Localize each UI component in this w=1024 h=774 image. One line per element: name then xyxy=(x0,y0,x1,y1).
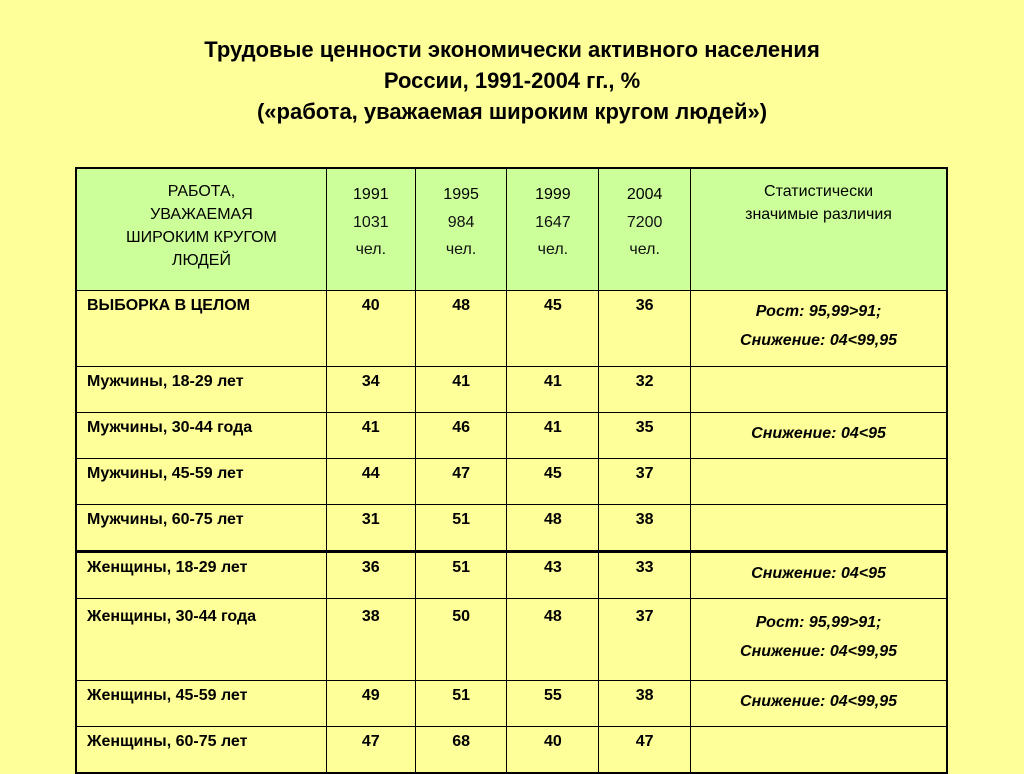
value-cell: 38 xyxy=(599,681,691,727)
header-label-line: ЛЮДЕЙ xyxy=(171,252,231,269)
header-stat-cell xyxy=(691,168,947,291)
table-row xyxy=(76,291,947,367)
slide-title xyxy=(0,34,1024,127)
stat-line: Снижение: 04<99,95 xyxy=(740,693,897,710)
row-label: Мужчины, 30-44 года xyxy=(76,413,326,459)
value-cell: 37 xyxy=(599,459,691,505)
value-cell: 51 xyxy=(415,552,507,599)
header-sample-size: 7200 xyxy=(626,214,663,231)
table-row xyxy=(76,413,947,459)
value-cell: 48 xyxy=(507,599,599,681)
table-row xyxy=(76,599,947,681)
header-sample-size: 1031 xyxy=(353,214,389,231)
stat-cell xyxy=(691,291,947,367)
stat-cell xyxy=(691,505,947,552)
table-row xyxy=(76,681,947,727)
stat-line: Снижение: 04<95 xyxy=(751,425,886,442)
title-line-1: Трудовые ценности экономически активного населения xyxy=(204,37,820,62)
row-label: Женщины, 30-44 года xyxy=(76,599,326,681)
value-cell: 41 xyxy=(415,367,507,413)
header-year: 1999 xyxy=(535,186,571,203)
value-cell: 47 xyxy=(415,459,507,505)
header-year: 2004 xyxy=(626,186,663,203)
header-sample-unit: чел. xyxy=(355,241,387,258)
header-year: 1995 xyxy=(443,186,479,203)
value-cell: 41 xyxy=(507,413,599,459)
value-cell: 49 xyxy=(326,681,415,727)
header-year: 1991 xyxy=(353,186,389,203)
row-label: Женщины, 18-29 лет xyxy=(76,552,326,599)
stat-line: Рост: 95,99>91; xyxy=(755,614,882,631)
stat-cell xyxy=(691,552,947,599)
value-cell: 45 xyxy=(507,291,599,367)
stat-line: Рост: 95,99>91; xyxy=(755,303,882,320)
header-label-line: УВАЖАЕМАЯ xyxy=(150,206,253,223)
header-label-line: РАБОТА, xyxy=(167,183,236,200)
value-cell: 41 xyxy=(507,367,599,413)
row-label: Женщины, 60-75 лет xyxy=(76,727,326,774)
value-cell: 38 xyxy=(599,505,691,552)
value-cell: 44 xyxy=(326,459,415,505)
value-cell: 55 xyxy=(507,681,599,727)
stat-line: Снижение: 04<95 xyxy=(751,565,886,582)
stat-cell xyxy=(691,681,947,727)
stat-cell xyxy=(691,367,947,413)
value-cell: 51 xyxy=(415,505,507,552)
stat-cell xyxy=(691,459,947,505)
stat-cell xyxy=(691,413,947,459)
header-sample-unit: чел. xyxy=(629,241,660,258)
table-row xyxy=(76,367,947,413)
header-stat-line: Статистически xyxy=(764,183,873,200)
header-sample-unit: чел. xyxy=(537,241,569,258)
header-year-cell xyxy=(507,168,599,291)
header-year-cell xyxy=(415,168,507,291)
table-body xyxy=(76,291,947,774)
table-row xyxy=(76,727,947,774)
value-cell: 50 xyxy=(415,599,507,681)
header-label-cell xyxy=(76,168,326,291)
stat-line: Снижение: 04<99,95 xyxy=(740,332,897,349)
table-row xyxy=(76,552,947,599)
row-label: ВЫБОРКА В ЦЕЛОМ xyxy=(76,291,326,367)
header-year-cell xyxy=(599,168,691,291)
header-sample-unit: чел. xyxy=(445,241,477,258)
stat-cell xyxy=(691,727,947,774)
value-cell: 38 xyxy=(326,599,415,681)
value-cell: 34 xyxy=(326,367,415,413)
table-row xyxy=(76,505,947,552)
row-label: Мужчины, 45-59 лет xyxy=(76,459,326,505)
value-cell: 35 xyxy=(599,413,691,459)
row-label: Женщины, 45-59 лет xyxy=(76,681,326,727)
value-cell: 68 xyxy=(415,727,507,774)
value-cell: 31 xyxy=(326,505,415,552)
header-year-cell xyxy=(326,168,415,291)
row-label: Мужчины, 18-29 лет xyxy=(76,367,326,413)
table-header-row xyxy=(76,168,947,291)
value-cell: 45 xyxy=(507,459,599,505)
table-row xyxy=(76,459,947,505)
value-cell: 32 xyxy=(599,367,691,413)
value-cell: 48 xyxy=(415,291,507,367)
header-sample-size: 984 xyxy=(447,214,475,231)
value-cell: 48 xyxy=(507,505,599,552)
value-cell: 43 xyxy=(507,552,599,599)
row-label: Мужчины, 60-75 лет xyxy=(76,505,326,552)
header-stat-line: значимые различия xyxy=(745,206,892,223)
value-cell: 40 xyxy=(507,727,599,774)
stat-line: Снижение: 04<99,95 xyxy=(740,643,897,660)
value-cell: 47 xyxy=(599,727,691,774)
value-cell: 47 xyxy=(326,727,415,774)
value-cell: 36 xyxy=(326,552,415,599)
title-line-2: России, 1991-2004 гг., % xyxy=(383,68,641,93)
data-table xyxy=(75,167,948,774)
stat-cell xyxy=(691,599,947,681)
value-cell: 33 xyxy=(599,552,691,599)
header-sample-size: 1647 xyxy=(535,214,571,231)
header-label-line: ШИРОКИМ КРУГОМ xyxy=(126,229,277,246)
value-cell: 40 xyxy=(326,291,415,367)
value-cell: 41 xyxy=(326,413,415,459)
value-cell: 36 xyxy=(599,291,691,367)
title-line-3: («работа, уважаемая широким кругом людей») xyxy=(256,99,768,124)
value-cell: 51 xyxy=(415,681,507,727)
value-cell: 46 xyxy=(415,413,507,459)
value-cell: 37 xyxy=(599,599,691,681)
